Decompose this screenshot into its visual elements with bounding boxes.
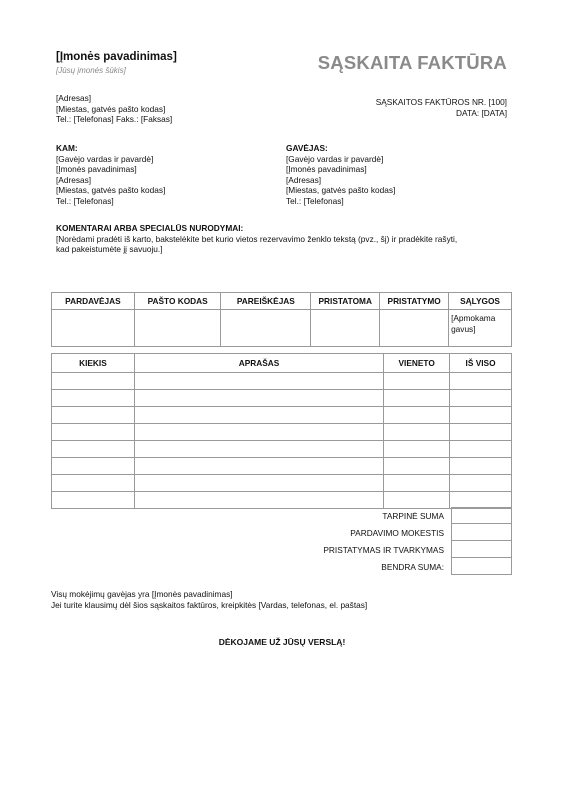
invoice-meta (376, 97, 507, 118)
table-cell[interactable] (221, 310, 311, 347)
column-header: PARDAVĖJAS (52, 293, 135, 310)
column-header: PRISTATOMA (311, 293, 380, 310)
table-cell[interactable] (134, 441, 383, 458)
comments-heading: KOMENTARAI ARBA SPECIALŪS NURODYMAI: (56, 223, 244, 233)
table-cell[interactable] (134, 373, 383, 390)
table-cell[interactable] (52, 475, 135, 492)
comments-text: kad pakeistumėte jį savuoju.] (56, 244, 163, 255)
column-header: KIEKIS (52, 354, 135, 373)
table-cell[interactable] (134, 458, 383, 475)
table-cell[interactable] (52, 424, 135, 441)
ship-to-line: [Gavėjo vardas ir pavardė] (286, 153, 384, 164)
table-cell[interactable] (134, 390, 383, 407)
document-title: SĄSKAITA FAKTŪRA (317, 52, 507, 73)
table-cell[interactable] (450, 441, 512, 458)
table-header-row (52, 354, 512, 373)
bill-to-line: Tel.: [Telefonas] (56, 195, 114, 206)
table-row (52, 310, 512, 347)
subtotal-label: TARPINĖ SUMA (382, 511, 444, 521)
table-cell[interactable] (134, 475, 383, 492)
shipping-label: PRISTATYMAS IR TVARKYMAS (323, 545, 444, 555)
table-cell[interactable] (52, 310, 135, 347)
total-value[interactable] (451, 558, 512, 575)
table-cell[interactable] (384, 373, 450, 390)
table-cell[interactable] (52, 458, 135, 475)
company-slogan: [Jūsų įmonės šūkis] (56, 66, 126, 75)
bill-to-line: [Miestas, gatvės pašto kodas] (56, 185, 166, 196)
bill-to-line: [Įmonės pavadinimas] (56, 164, 137, 175)
total-row (212, 558, 512, 575)
table-cell[interactable] (134, 424, 383, 441)
subtotal-value[interactable] (451, 507, 512, 524)
table-cell[interactable] (450, 390, 512, 407)
table-cell[interactable] (450, 458, 512, 475)
table-row (52, 492, 512, 509)
table-row (52, 441, 512, 458)
table-cell[interactable] (450, 373, 512, 390)
sender-address: [Adresas] (56, 93, 92, 103)
table-cell[interactable] (384, 424, 450, 441)
table-cell[interactable] (450, 492, 512, 509)
table-row (52, 475, 512, 492)
table-cell[interactable] (311, 310, 380, 347)
table-row (52, 407, 512, 424)
table-header-row (52, 293, 512, 310)
line-items-table (51, 353, 512, 509)
column-header: SĄLYGOS (449, 293, 512, 310)
table-cell[interactable] (52, 373, 135, 390)
column-header: APRAŠAS (134, 354, 383, 373)
column-header: PAŠTO KODAS (134, 293, 221, 310)
ship-to-block (286, 143, 395, 207)
bill-to-line: [Adresas] (56, 174, 92, 185)
table-cell[interactable] (384, 475, 450, 492)
sales-tax-value[interactable] (451, 524, 512, 541)
bill-to-line: [Gavėjo vardas ir pavardė] (56, 153, 154, 164)
bill-to-heading: KAM: (56, 143, 78, 153)
sales-tax-label: PARDAVIMO MOKESTIS (350, 528, 444, 538)
table-cell[interactable] (384, 441, 450, 458)
footer-block (51, 589, 367, 610)
table-cell[interactable] (134, 492, 383, 509)
sender-phone-fax: Tel.: [Telefonas] Faks.: [Faksas] (56, 114, 173, 125)
bill-to-block (56, 143, 165, 207)
shipping-row (212, 541, 512, 558)
table-row (52, 390, 512, 407)
payable-note: Visų mokėjimų gavėjas yra [Įmonės pavadinimas] (51, 589, 233, 599)
table-cell[interactable] (384, 407, 450, 424)
thank-you-note: DĖKOJAME UŽ JŪSŲ VERSLĄ! (218, 637, 346, 647)
table-cell[interactable] (450, 407, 512, 424)
table-cell[interactable] (52, 407, 135, 424)
ship-to-heading: GAVĖJAS: (286, 143, 328, 153)
table-cell[interactable] (450, 475, 512, 492)
table-cell[interactable] (384, 458, 450, 475)
table-cell[interactable] (134, 407, 383, 424)
table-row (52, 458, 512, 475)
invoice-date: DATA: [DATA] (455, 107, 507, 118)
company-name: [Įmonės pavadinimas] (56, 51, 177, 63)
totals-block (0, 507, 564, 579)
table-cell[interactable] (384, 390, 450, 407)
column-header: IŠ VISO (450, 354, 512, 373)
terms-cell[interactable]: [Apmokama gavus] (449, 310, 512, 347)
table-row (52, 373, 512, 390)
table-cell[interactable] (380, 310, 449, 347)
sales-tax-row (212, 524, 512, 541)
sender-city: [Miestas, gatvės pašto kodas] (56, 103, 166, 114)
table-cell[interactable] (52, 492, 135, 509)
table-cell[interactable] (52, 390, 135, 407)
table-cell[interactable] (52, 441, 135, 458)
total-label: BENDRA SUMA: (381, 562, 444, 572)
table-cell[interactable] (134, 310, 221, 347)
order-info-table (51, 292, 512, 347)
column-header: VIENETO (384, 354, 450, 373)
ship-to-line: Tel.: [Telefonas] (286, 195, 344, 206)
comments-block (56, 223, 508, 255)
shipping-value[interactable] (451, 541, 512, 558)
ship-to-line: [Miestas, gatvės pašto kodas] (286, 185, 396, 196)
ship-to-line: [Adresas] (286, 174, 322, 185)
column-header: PRISTATYMO (380, 293, 449, 310)
column-header: PAREIŠKĖJAS (221, 293, 311, 310)
sender-address-block (56, 93, 172, 125)
invoice-number: SĄSKAITOS FAKTŪROS NR. [100] (375, 97, 507, 107)
comments-text: [Norėdami pradėti iš karto, bakstelėkite bet kurio vietos rezervavimo ženklo tekstą (pvz., šį) ir pradėkite rašyti, (56, 233, 458, 244)
questions-note: Jei turite klausimų dėl šios sąskaitos faktūros, kreipkitės [Vardas, telefonas, el. paštas] (51, 599, 368, 610)
table-row (52, 424, 512, 441)
ship-to-line: [Įmonės pavadinimas] (286, 164, 367, 175)
table-cell[interactable] (450, 424, 512, 441)
subtotal-row (212, 507, 512, 524)
table-cell[interactable] (384, 492, 450, 509)
